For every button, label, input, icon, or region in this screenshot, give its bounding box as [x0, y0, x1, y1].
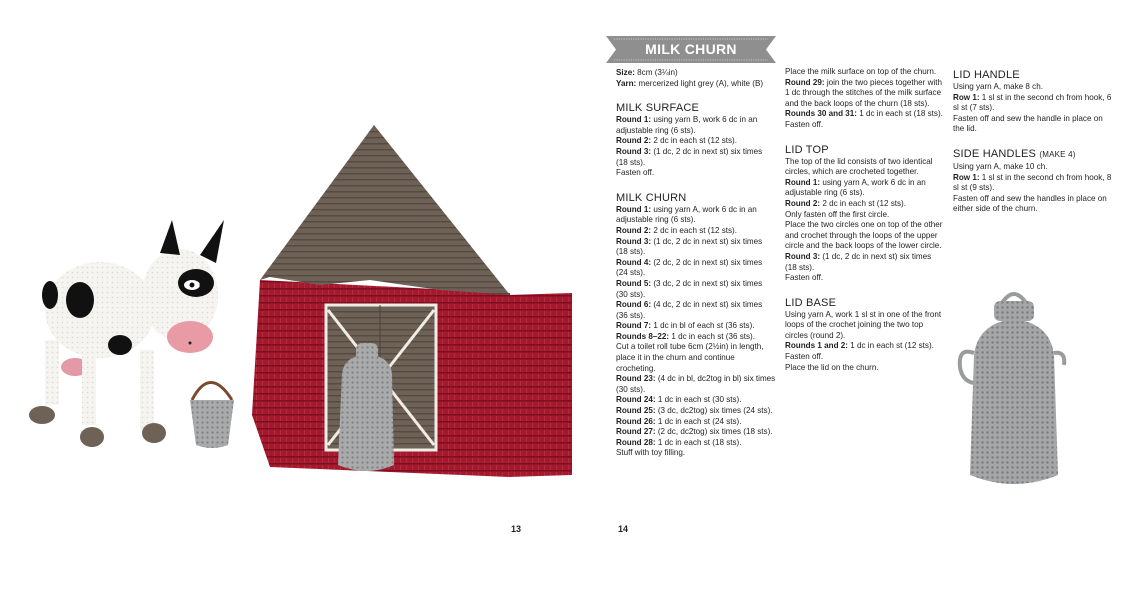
- step-text: Fasten off.: [785, 273, 824, 283]
- step-text: (1 dc, 2 dc in next st) six times (18 sts).: [616, 236, 763, 257]
- pattern-step: [785, 120, 943, 131]
- pattern-step: [616, 258, 776, 279]
- section-heading-lid-handle: LID HANDLE: [953, 69, 1020, 81]
- step-label: Round 5:: [616, 278, 652, 288]
- pattern-step: [616, 395, 776, 406]
- section-heading-milk-surface: MILK SURFACE: [616, 102, 700, 115]
- section-heading-milk-churn: MILK CHURN: [616, 191, 687, 204]
- pattern-step: [785, 157, 943, 178]
- pattern-step: [785, 341, 943, 352]
- step-label: Round 26:: [616, 416, 656, 426]
- step-text: 1 dc in each st (36 sts).: [669, 331, 755, 341]
- step-label: Round 27:: [616, 427, 656, 437]
- pattern-step: [616, 136, 776, 147]
- step-label: Round 4:: [616, 257, 652, 267]
- pattern-column-1: [616, 68, 776, 459]
- step-text: join the two pieces together with 1 dc through the stitches of the milk surface and the back loops of the churn (18 sts).: [785, 77, 943, 108]
- step-text: (2 dc, dc2tog) six times (18 sts).: [655, 427, 773, 437]
- step-label: Round 7:: [616, 321, 652, 331]
- section-heading-side-handles: SIDE HANDLES (MAKE 4): [953, 147, 1076, 160]
- side-handles-steps: [953, 162, 1113, 215]
- pattern-step: [785, 210, 943, 221]
- yarn-line: Yarn: mercerized light grey (A), white (B): [616, 78, 764, 88]
- step-label: Round 29:: [785, 77, 825, 87]
- step-label: Round 1:: [785, 177, 821, 187]
- step-text: 1 dc in each st (18 sts).: [856, 109, 943, 119]
- step-text: (3 dc, 2 dc in next st) six times (30 sts).: [616, 278, 763, 299]
- pattern-step: [616, 342, 776, 374]
- step-label: Round 3:: [785, 251, 821, 261]
- pattern-step: [616, 300, 776, 321]
- step-label: Round 3:: [616, 236, 652, 246]
- step-text: (4 dc in bl, dc2tog in bl) six times (30 sts).: [616, 374, 776, 394]
- size-line: Size: 8cm (3¼in): [616, 68, 678, 77]
- pattern-step: [785, 220, 943, 252]
- pattern-column-3: [953, 66, 1113, 215]
- pattern-step: [616, 168, 776, 179]
- step-text: Stuff with toy filling.: [616, 448, 686, 458]
- pattern-step: [616, 147, 776, 168]
- step-text: 1 sl st in the second ch from hook, 6 sl st (7 sts).: [953, 92, 1112, 113]
- step-label: Round 6:: [616, 300, 652, 310]
- pattern-step: [785, 363, 943, 374]
- pattern-step: [616, 448, 776, 459]
- step-text: 1 dc in each st (30 sts).: [655, 395, 742, 405]
- pattern-step: [616, 115, 776, 136]
- pattern-step: [953, 173, 1113, 194]
- step-text: Fasten off and sew the handles in place on either side of the churn.: [953, 193, 1107, 214]
- step-text: Using yarn A, make 10 ch.: [953, 161, 1048, 171]
- pattern-step: [616, 321, 776, 332]
- step-label: Rounds 30 and 31:: [785, 109, 857, 119]
- pattern-step: [785, 352, 943, 363]
- step-text: Only fasten off the first circle.: [785, 209, 890, 219]
- step-text: Cut a toilet roll tube 6cm (2½in) in length, place it in the churn and continue crocheting.: [616, 342, 764, 373]
- pattern-step: [785, 78, 943, 110]
- step-text: 1 dc in bl of each st (36 sts).: [651, 321, 755, 331]
- page-title: MILK CHURN: [645, 41, 737, 57]
- pattern-step: [953, 82, 1113, 93]
- step-text: using yarn A, work 6 dc in an adjustable ring (6 sts).: [785, 177, 926, 198]
- pattern-column-2: [785, 67, 943, 373]
- pattern-step: [785, 178, 943, 199]
- step-label: Round 24:: [616, 395, 656, 405]
- step-text: using yarn B, work 6 dc in an adjustable ring (6 sts).: [616, 115, 758, 135]
- farm-scene-illustration: [20, 115, 575, 485]
- pattern-step: [953, 194, 1113, 215]
- pattern-step: [785, 109, 943, 120]
- step-label: Round 2:: [616, 136, 652, 146]
- step-text: (2 dc, 2 dc in next st) six times (24 sts).: [616, 257, 763, 278]
- step-text: (4 dc, 2 dc in next st) six times (36 sts).: [616, 300, 763, 320]
- step-label: Round 2:: [616, 225, 652, 235]
- step-text: Place the two circles one on top of the other and crochet through the loops of the upper circle and the back loops of the lower circle.: [785, 220, 943, 251]
- step-label: Rounds 1 and 2:: [785, 341, 848, 351]
- step-label: Round 2:: [785, 198, 821, 208]
- page-number-left: 13: [511, 524, 522, 534]
- step-text: 2 dc in each st (12 sts).: [651, 225, 737, 235]
- pattern-step: [616, 332, 776, 343]
- pattern-step: [953, 93, 1113, 114]
- step-text: 1 dc in each st (18 sts).: [655, 437, 742, 447]
- step-label: Round 1:: [616, 115, 652, 125]
- pattern-step: [785, 67, 943, 78]
- lid-top-steps: [785, 157, 943, 284]
- step-text: Using yarn A, work 1 sl st in one of the front loops of the crochet joining the two top circles (round 2).: [785, 309, 942, 340]
- step-label: Row 1:: [953, 92, 980, 102]
- step-text: 2 dc in each st (12 sts).: [651, 136, 737, 146]
- pattern-step: [953, 114, 1113, 135]
- step-text: Place the milk surface on top of the churn.: [785, 67, 937, 76]
- milk-churn-continued-steps: [785, 67, 943, 131]
- pattern-step: [616, 279, 776, 300]
- pattern-step: [785, 252, 943, 273]
- step-text: Fasten off.: [785, 119, 824, 129]
- milk-churn-illustration: [950, 285, 1070, 500]
- step-text: Fasten off.: [785, 352, 824, 362]
- step-text: 1 dc in each st (24 sts).: [655, 416, 742, 426]
- step-label: Rounds 8–22:: [616, 331, 670, 341]
- step-text: 2 dc in each st (12 sts).: [820, 198, 906, 208]
- pattern-step: [953, 162, 1113, 173]
- step-label: Round 25:: [616, 406, 656, 416]
- pattern-step: [616, 406, 776, 417]
- lid-base-steps: [785, 310, 943, 374]
- step-text: The top of the lid consists of two identical circles, which are crocheted together.: [785, 156, 933, 177]
- milk-churn-steps: [616, 205, 776, 459]
- section-heading-lid-base: LID BASE: [785, 296, 837, 309]
- page-number-right: 14: [618, 524, 629, 534]
- milk-churn-photo: [950, 285, 1070, 500]
- step-text: Place the lid on the churn.: [785, 362, 879, 372]
- pattern-step: [616, 427, 776, 438]
- step-label: Row 1:: [953, 172, 980, 182]
- pattern-step: [785, 199, 943, 210]
- pattern-step: [616, 205, 776, 226]
- step-text: 1 sl st in the second ch from hook, 8 sl st (9 sts).: [953, 172, 1112, 193]
- step-text: Fasten off and sew the handle in place on the lid.: [953, 113, 1103, 134]
- step-text: Fasten off.: [616, 168, 655, 178]
- pattern-step: [616, 417, 776, 428]
- farm-scene-photo: [20, 115, 575, 485]
- step-text: using yarn A, work 6 dc in an adjustable ring (6 sts).: [616, 204, 757, 225]
- pattern-step: [616, 226, 776, 237]
- step-label: Round 23:: [616, 374, 656, 384]
- step-label: Round 3:: [616, 146, 652, 156]
- pattern-step: [616, 374, 776, 395]
- step-text: (1 dc, 2 dc in next st) six times (18 sts).: [785, 251, 932, 272]
- section-heading-lid-top: LID TOP: [785, 143, 829, 156]
- pattern-step: [785, 273, 943, 284]
- pattern-step: [616, 237, 776, 258]
- pattern-step: [785, 310, 943, 342]
- step-label: Round 1:: [616, 204, 652, 214]
- lid-handle-steps: [953, 82, 1113, 135]
- milk-surface-steps: [616, 115, 776, 179]
- step-text: 1 dc in each st (12 sts).: [847, 341, 934, 351]
- title-banner: [606, 36, 776, 63]
- step-text: (1 dc, 2 dc in next st) six times (18 sts).: [616, 146, 763, 167]
- step-label: Round 28:: [616, 437, 656, 447]
- step-text: Using yarn A, make 8 ch.: [953, 82, 1043, 91]
- step-text: (3 dc, dc2tog) six times (24 sts).: [655, 406, 773, 416]
- pattern-step: [616, 438, 776, 449]
